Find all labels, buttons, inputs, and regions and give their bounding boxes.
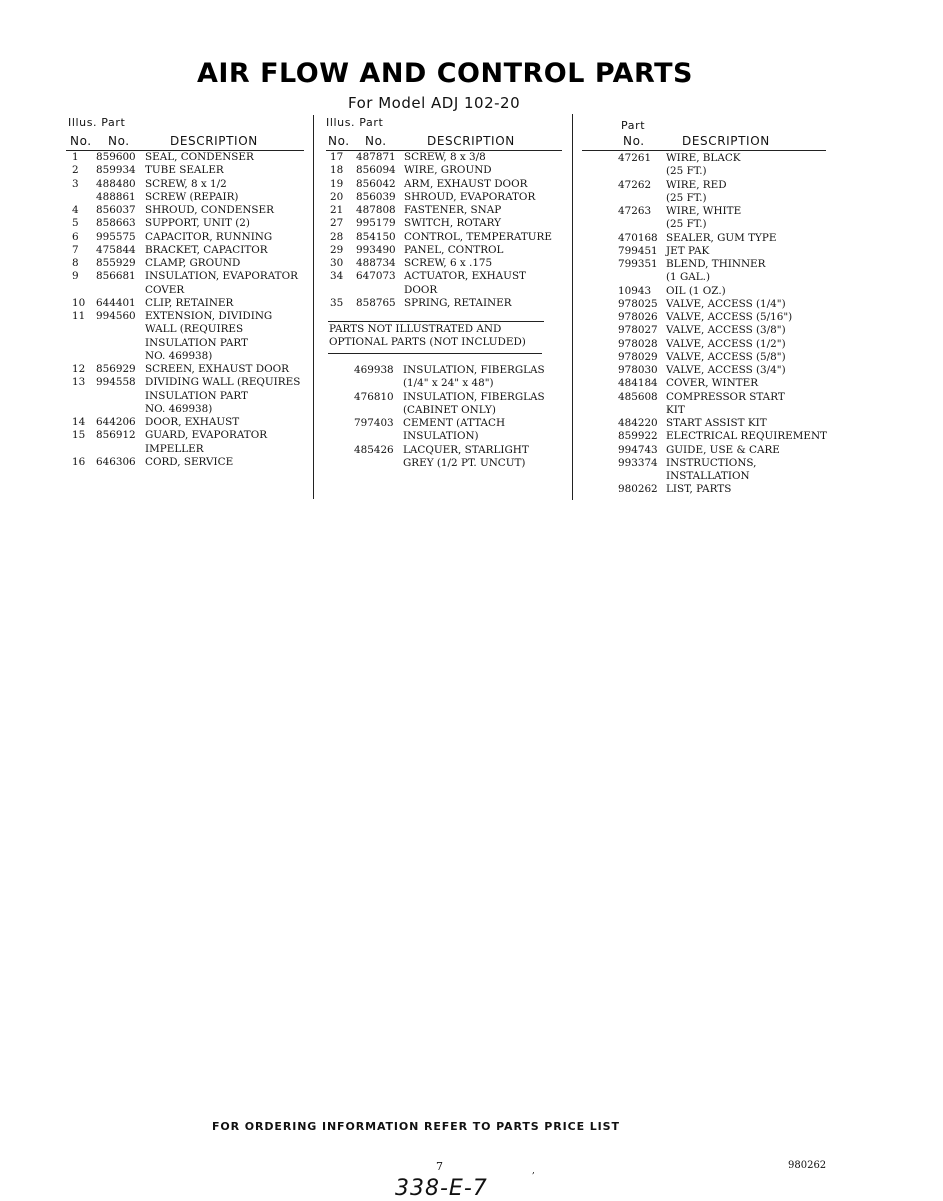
optional-parts-list [326, 364, 566, 470]
part-number: 487808 [356, 204, 396, 216]
list-item [326, 444, 566, 457]
list-item [68, 204, 308, 217]
list-item [582, 232, 842, 245]
list-item [582, 258, 842, 271]
part-number: 799351 [618, 258, 658, 270]
list-item [326, 204, 566, 217]
part-description: CONTROL, TEMPERATURE [404, 230, 552, 243]
col3-header-description: DESCRIPTION [682, 134, 770, 148]
illus-number: 16 [72, 455, 86, 468]
part-description: SHROUD, CONDENSER [145, 204, 274, 216]
list-item [582, 351, 842, 364]
illus-number: 4 [72, 204, 79, 216]
list-item [68, 429, 308, 442]
not-illustrated-heading-line1: PARTS NOT ILLUSTRATED AND [329, 323, 502, 335]
list-item [582, 192, 842, 205]
part-number: 994560 [96, 310, 136, 322]
part-number: 475844 [96, 243, 136, 256]
part-description: FASTENER, SNAP [404, 204, 502, 216]
part-description: NO. 469938) [145, 402, 213, 415]
list-item [326, 391, 566, 404]
list-item [326, 164, 566, 177]
part-description: WIRE, WHITE [666, 205, 742, 217]
part-description: SWITCH, ROTARY [404, 217, 502, 230]
list-item [582, 298, 842, 311]
col3-parts-list [582, 152, 842, 497]
list-item [582, 364, 842, 377]
list-item [326, 257, 566, 270]
part-description: BRACKET, CAPACITOR [145, 243, 268, 256]
list-item [582, 179, 842, 192]
list-item [68, 390, 308, 403]
list-item [326, 270, 566, 283]
part-number: 484184 [618, 377, 658, 390]
part-number: 993490 [356, 243, 396, 256]
list-item [68, 350, 308, 363]
illus-number: 15 [72, 429, 86, 442]
list-item [326, 217, 566, 230]
list-item [582, 457, 842, 470]
illus-number: 28 [330, 230, 344, 243]
list-item [582, 417, 842, 430]
part-number: 488480 [96, 177, 136, 190]
part-description: VALVE, ACCESS (5/16") [666, 311, 793, 323]
part-description: START ASSIST KIT [666, 417, 767, 429]
part-number: 488734 [356, 257, 396, 269]
illus-number: 14 [72, 416, 86, 428]
part-description: INSULATION PART [145, 389, 248, 402]
not-illustrated-top-rule [328, 321, 544, 322]
part-description: (1 GAL.) [666, 271, 711, 284]
part-description: INSULATION PART [145, 336, 248, 349]
list-item [68, 178, 308, 191]
list-item [582, 444, 842, 457]
list-item [326, 151, 566, 164]
list-item [68, 231, 308, 244]
list-item [68, 376, 308, 389]
document-number: 980262 [788, 1160, 827, 1171]
part-description: SCREW, 8 x 1/2 [145, 177, 227, 190]
list-item [582, 152, 842, 165]
part-number: 978030 [618, 364, 658, 376]
part-description: COVER [145, 283, 185, 296]
part-number: 858663 [96, 217, 136, 230]
part-number: 859934 [96, 164, 136, 177]
part-description: IMPELLER [145, 442, 204, 455]
part-description: GREY (1/2 PT. UNCUT) [403, 456, 526, 469]
part-description: INSULATION, EVAPORATOR [145, 270, 298, 283]
list-item [582, 311, 842, 324]
list-item [68, 297, 308, 310]
list-item [582, 324, 842, 337]
col2-header-no: No. [328, 134, 350, 148]
part-number: 978027 [618, 324, 658, 337]
list-item [582, 470, 842, 483]
part-number: 647073 [356, 270, 396, 283]
part-description: GUARD, EVAPORATOR [145, 429, 268, 442]
part-description: CLAMP, GROUND [145, 257, 241, 269]
part-number: 644206 [96, 416, 136, 428]
part-description: (25 FT.) [666, 191, 707, 204]
col1-header-illus-part: Illus. Part [68, 116, 126, 129]
part-description: (25 FT.) [666, 218, 707, 231]
part-description: SCREW, 8 x 3/8 [404, 151, 486, 163]
part-description: WIRE, RED [666, 178, 727, 191]
part-description: GUIDE, USE & CARE [666, 443, 780, 456]
illus-number: 13 [72, 376, 86, 389]
part-number: 978026 [618, 311, 658, 323]
part-number: 476810 [354, 390, 394, 403]
part-number: 856094 [356, 164, 396, 177]
part-description: SCREW, 6 x .175 [404, 257, 493, 269]
col3-header-rule [582, 150, 826, 151]
part-description: LIST, PARTS [666, 483, 732, 496]
part-number: 856681 [96, 270, 136, 283]
page-title: AIR FLOW AND CONTROL PARTS [196, 58, 694, 89]
part-number: 644401 [96, 296, 136, 309]
part-number: 856042 [356, 177, 396, 190]
part-number: 856912 [96, 429, 136, 442]
part-number: 47261 [618, 152, 652, 164]
list-item [68, 456, 308, 469]
part-number: 47262 [618, 178, 652, 191]
part-description: SCREW (REPAIR) [145, 190, 239, 203]
part-description: VALVE, ACCESS (3/8") [666, 324, 786, 337]
list-item [582, 391, 842, 404]
part-description: EXTENSION, DIVIDING [145, 310, 273, 322]
part-number: 469938 [354, 364, 394, 376]
part-description: VALVE, ACCESS (3/4") [666, 364, 786, 376]
list-item [68, 270, 308, 283]
list-item [582, 483, 842, 496]
list-item [68, 164, 308, 177]
col2-header-illus-part: Illus. Part [326, 116, 384, 129]
list-item [326, 417, 566, 430]
part-description: WIRE, BLACK [666, 152, 741, 164]
part-description: INSTRUCTIONS, [666, 456, 757, 469]
list-item [582, 271, 842, 284]
col2-parts-list [326, 151, 566, 310]
part-description: SUPPORT, UNIT (2) [145, 217, 250, 230]
col2-left-divider [313, 115, 314, 499]
col3-header-no: No. [623, 134, 645, 148]
part-number: 994558 [96, 376, 136, 389]
part-number: 646306 [96, 455, 136, 468]
list-item [68, 217, 308, 230]
part-number: 487871 [356, 151, 396, 163]
part-number: 484220 [618, 417, 658, 429]
part-description: DOOR [404, 283, 438, 296]
part-description: SCREEN, EXHAUST DOOR [145, 363, 289, 375]
illus-number: 10 [72, 296, 86, 309]
part-description: CLIP, RETAINER [145, 296, 234, 309]
part-number: 799451 [618, 244, 658, 257]
part-description: INSTALLATION [666, 470, 750, 482]
part-description: NO. 469938) [145, 349, 213, 362]
part-description: (25 FT.) [666, 165, 707, 178]
list-item [582, 377, 842, 390]
illus-number: 34 [330, 270, 344, 283]
part-number: 856929 [96, 363, 136, 375]
col1-parts-list [68, 151, 308, 469]
stray-mark: , [532, 1166, 535, 1176]
part-number: 856037 [96, 204, 136, 216]
list-item [582, 338, 842, 351]
list-item [68, 257, 308, 270]
illus-number: 1 [72, 151, 79, 163]
list-item [68, 443, 308, 456]
part-description: CAPACITOR, RUNNING [145, 230, 273, 243]
part-number: 995575 [96, 230, 136, 243]
col2-header-description: DESCRIPTION [427, 134, 515, 148]
list-item [68, 403, 308, 416]
list-item [68, 416, 308, 429]
list-item [582, 404, 842, 417]
list-item [326, 231, 566, 244]
part-description: INSULATION, FIBERGLAS [403, 364, 545, 376]
part-number: 797403 [354, 417, 394, 429]
handwritten-reference: 338-E-7 [395, 1176, 488, 1201]
part-number: 47263 [618, 205, 652, 217]
illus-number: 30 [330, 257, 344, 269]
list-item [326, 377, 566, 390]
list-item [582, 245, 842, 258]
not-illustrated-heading-line2: OPTIONAL PARTS (NOT INCLUDED) [329, 336, 526, 348]
col1-header-part-no: No. [108, 134, 130, 148]
part-number: 980262 [618, 483, 658, 496]
list-item [326, 244, 566, 257]
part-description: (1/4" x 24" x 48") [403, 377, 494, 390]
list-item [582, 205, 842, 218]
list-item [582, 165, 842, 178]
part-number: 10943 [618, 284, 652, 297]
list-item [68, 244, 308, 257]
part-number: 978025 [618, 297, 658, 310]
part-number: 859600 [96, 151, 136, 163]
part-description: CEMENT (ATTACH [403, 417, 506, 429]
list-item [326, 178, 566, 191]
part-description: VALVE, ACCESS (1/4") [666, 297, 786, 310]
part-number: 978029 [618, 350, 658, 363]
list-item [326, 430, 566, 443]
part-number: 485608 [618, 390, 658, 403]
part-description: COMPRESSOR START [666, 390, 785, 403]
illus-number: 29 [330, 243, 344, 256]
part-number: 993374 [618, 456, 658, 469]
list-item [68, 337, 308, 350]
illus-number: 7 [72, 243, 79, 256]
part-description: CORD, SERVICE [145, 455, 234, 468]
part-description: VALVE, ACCESS (1/2") [666, 337, 786, 350]
part-description: JET PAK [666, 244, 710, 257]
part-number: 855929 [96, 257, 136, 269]
part-number: 856039 [356, 190, 396, 203]
illus-number: 9 [72, 270, 79, 283]
illus-number: 17 [330, 151, 344, 163]
list-item [326, 284, 566, 297]
illus-number: 35 [330, 296, 344, 309]
part-description: DOOR, EXHAUST [145, 416, 240, 428]
col3-left-divider [572, 114, 573, 500]
list-item [582, 285, 842, 298]
part-description: INSULATION, FIBERGLAS [403, 390, 545, 403]
part-number: 488861 [96, 190, 136, 203]
illus-number: 2 [72, 164, 79, 177]
list-item [326, 297, 566, 310]
illus-number: 6 [72, 230, 79, 243]
part-description: WALL (REQUIRES [145, 323, 244, 336]
list-item [68, 191, 308, 204]
part-number: 485426 [354, 443, 394, 456]
illus-number: 21 [330, 204, 344, 216]
part-description: LACQUER, STARLIGHT [403, 443, 529, 456]
part-description: ARM, EXHAUST DOOR [404, 177, 528, 190]
list-item [326, 191, 566, 204]
page-number: 7 [436, 1160, 443, 1173]
part-number: 854150 [356, 230, 396, 243]
page-subtitle: For Model ADJ 102-20 [348, 94, 521, 112]
part-description: TUBE SEALER [145, 164, 224, 177]
part-description: SEALER, GUM TYPE [666, 231, 777, 244]
list-item [582, 218, 842, 231]
part-description: SPRING, RETAINER [404, 296, 512, 309]
list-item [68, 151, 308, 164]
part-number: 995179 [356, 217, 396, 230]
part-description: SEAL, CONDENSER [145, 151, 254, 163]
list-item [68, 284, 308, 297]
part-description: PANEL, CONTROL [404, 243, 504, 256]
part-description: VALVE, ACCESS (5/8") [666, 350, 786, 363]
part-description: WIRE, GROUND [404, 164, 492, 177]
illus-number: 19 [330, 177, 344, 190]
list-item [68, 323, 308, 336]
list-item [326, 364, 566, 377]
part-description: COVER, WINTER [666, 377, 759, 390]
part-description: DIVIDING WALL (REQUIRES [145, 376, 301, 389]
illus-number: 12 [72, 363, 86, 375]
part-description: SHROUD, EVAPORATOR [404, 190, 536, 203]
list-item [326, 457, 566, 470]
part-description: BLEND, THINNER [666, 258, 766, 270]
illus-number: 20 [330, 190, 344, 203]
ordering-footer: FOR ORDERING INFORMATION REFER TO PARTS PRICE LIST [212, 1120, 620, 1133]
illus-number: 8 [72, 257, 79, 269]
illus-number: 27 [330, 217, 344, 230]
part-number: 978028 [618, 337, 658, 350]
part-number: 858765 [356, 296, 396, 309]
col2-header-part-no: No. [365, 134, 387, 148]
col1-header-no: No. [70, 134, 92, 148]
illus-number: 5 [72, 217, 79, 230]
list-item [326, 404, 566, 417]
part-description: KIT [666, 403, 685, 416]
part-number: 994743 [618, 443, 658, 456]
part-description: ELECTRICAL REQUIREMENT [666, 430, 827, 443]
list-item [68, 310, 308, 323]
illus-number: 18 [330, 164, 344, 177]
list-item [68, 363, 308, 376]
illus-number: 3 [72, 177, 79, 190]
col1-header-description: DESCRIPTION [170, 134, 258, 148]
part-number: 859922 [618, 430, 658, 443]
part-description: INSULATION) [403, 430, 479, 443]
list-item [582, 430, 842, 443]
part-description: ACTUATOR, EXHAUST [404, 270, 526, 283]
illus-number: 11 [72, 310, 86, 322]
part-description: (CABINET ONLY) [403, 403, 496, 416]
col3-header-part: Part [621, 119, 646, 132]
part-number: 470168 [618, 231, 658, 244]
part-description: OIL (1 OZ.) [666, 284, 726, 297]
not-illustrated-bottom-rule [328, 353, 542, 354]
